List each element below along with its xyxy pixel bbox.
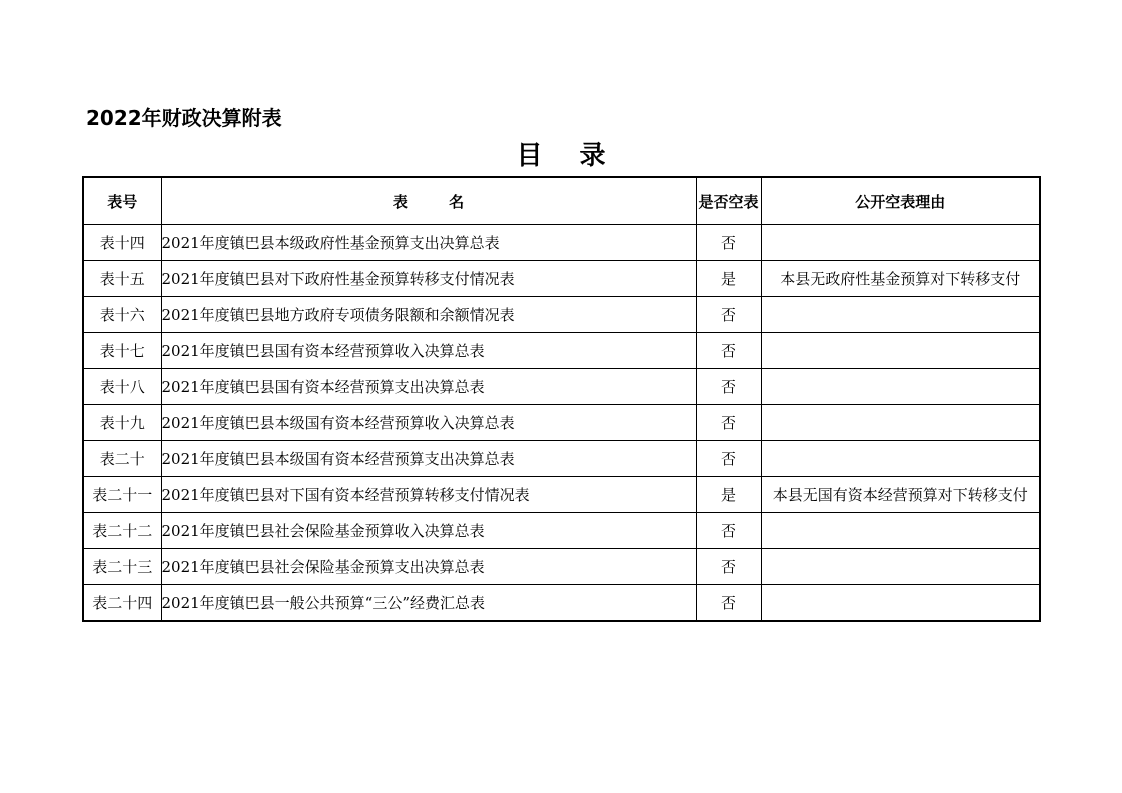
- cell-is-empty: 否: [696, 549, 761, 585]
- cell-empty-reason: [761, 369, 1040, 405]
- cell-is-empty: 否: [696, 297, 761, 333]
- cell-is-empty: 否: [696, 333, 761, 369]
- toc-table: [82, 176, 1041, 622]
- cell-table-number: 表二十四: [83, 585, 161, 622]
- table-row: [83, 405, 1040, 441]
- cell-table-number: 表十八: [83, 369, 161, 405]
- cell-table-name: 2021年度镇巴县地方政府专项债务限额和余额情况表: [161, 297, 696, 333]
- cell-is-empty: 否: [696, 441, 761, 477]
- cell-table-name: 2021年度镇巴县本级政府性基金预算支出决算总表: [161, 225, 696, 261]
- cell-is-empty: 否: [696, 369, 761, 405]
- cell-table-name: 2021年度镇巴县一般公共预算“三公”经费汇总表: [161, 585, 696, 622]
- table-row: [83, 261, 1040, 297]
- cell-is-empty: 否: [696, 513, 761, 549]
- cell-empty-reason: [761, 405, 1040, 441]
- cell-table-number: 表十九: [83, 405, 161, 441]
- cell-is-empty: 否: [696, 405, 761, 441]
- table-row: [83, 549, 1040, 585]
- cell-table-name: 2021年度镇巴县本级国有资本经营预算支出决算总表: [161, 441, 696, 477]
- cell-table-name: 2021年度镇巴县社会保险基金预算支出决算总表: [161, 549, 696, 585]
- cell-table-name: 2021年度镇巴县对下政府性基金预算转移支付情况表: [161, 261, 696, 297]
- cell-empty-reason: [761, 513, 1040, 549]
- cell-table-name: 2021年度镇巴县本级国有资本经营预算收入决算总表: [161, 405, 696, 441]
- cell-empty-reason: 本县无国有资本经营预算对下转移支付: [761, 477, 1040, 513]
- toc-body: [83, 225, 1040, 622]
- cell-empty-reason: 本县无政府性基金预算对下转移支付: [761, 261, 1040, 297]
- document-title: 2022年财政决算附表: [86, 106, 282, 130]
- cell-empty-reason: [761, 585, 1040, 622]
- cell-table-name: 2021年度镇巴县国有资本经营预算收入决算总表: [161, 333, 696, 369]
- cell-is-empty: 是: [696, 261, 761, 297]
- table-row: [83, 333, 1040, 369]
- cell-table-name: 2021年度镇巴县对下国有资本经营预算转移支付情况表: [161, 477, 696, 513]
- table-row: [83, 477, 1040, 513]
- header-row: [83, 177, 1040, 225]
- cell-is-empty: 是: [696, 477, 761, 513]
- table-row: [83, 225, 1040, 261]
- cell-table-number: 表二十: [83, 441, 161, 477]
- cell-table-number: 表二十一: [83, 477, 161, 513]
- header-name: 表 名: [161, 177, 696, 225]
- cell-is-empty: 否: [696, 225, 761, 261]
- toc-heading: 目 录: [516, 141, 620, 171]
- table-row: [83, 297, 1040, 333]
- header-number: 表号: [83, 177, 161, 225]
- table-row: [83, 585, 1040, 622]
- table-row: [83, 513, 1040, 549]
- cell-empty-reason: [761, 441, 1040, 477]
- cell-table-number: 表十四: [83, 225, 161, 261]
- header-is-empty: 是否空表: [696, 177, 761, 225]
- cell-table-number: 表十七: [83, 333, 161, 369]
- cell-empty-reason: [761, 549, 1040, 585]
- cell-table-number: 表十五: [83, 261, 161, 297]
- cell-table-number: 表二十二: [83, 513, 161, 549]
- cell-table-number: 表二十三: [83, 549, 161, 585]
- cell-empty-reason: [761, 333, 1040, 369]
- cell-table-name: 2021年度镇巴县社会保险基金预算收入决算总表: [161, 513, 696, 549]
- cell-table-number: 表十六: [83, 297, 161, 333]
- cell-empty-reason: [761, 297, 1040, 333]
- cell-is-empty: 否: [696, 585, 761, 622]
- table-row: [83, 441, 1040, 477]
- header-reason: 公开空表理由: [761, 177, 1040, 225]
- table-row: [83, 369, 1040, 405]
- cell-table-name: 2021年度镇巴县国有资本经营预算支出决算总表: [161, 369, 696, 405]
- cell-empty-reason: [761, 225, 1040, 261]
